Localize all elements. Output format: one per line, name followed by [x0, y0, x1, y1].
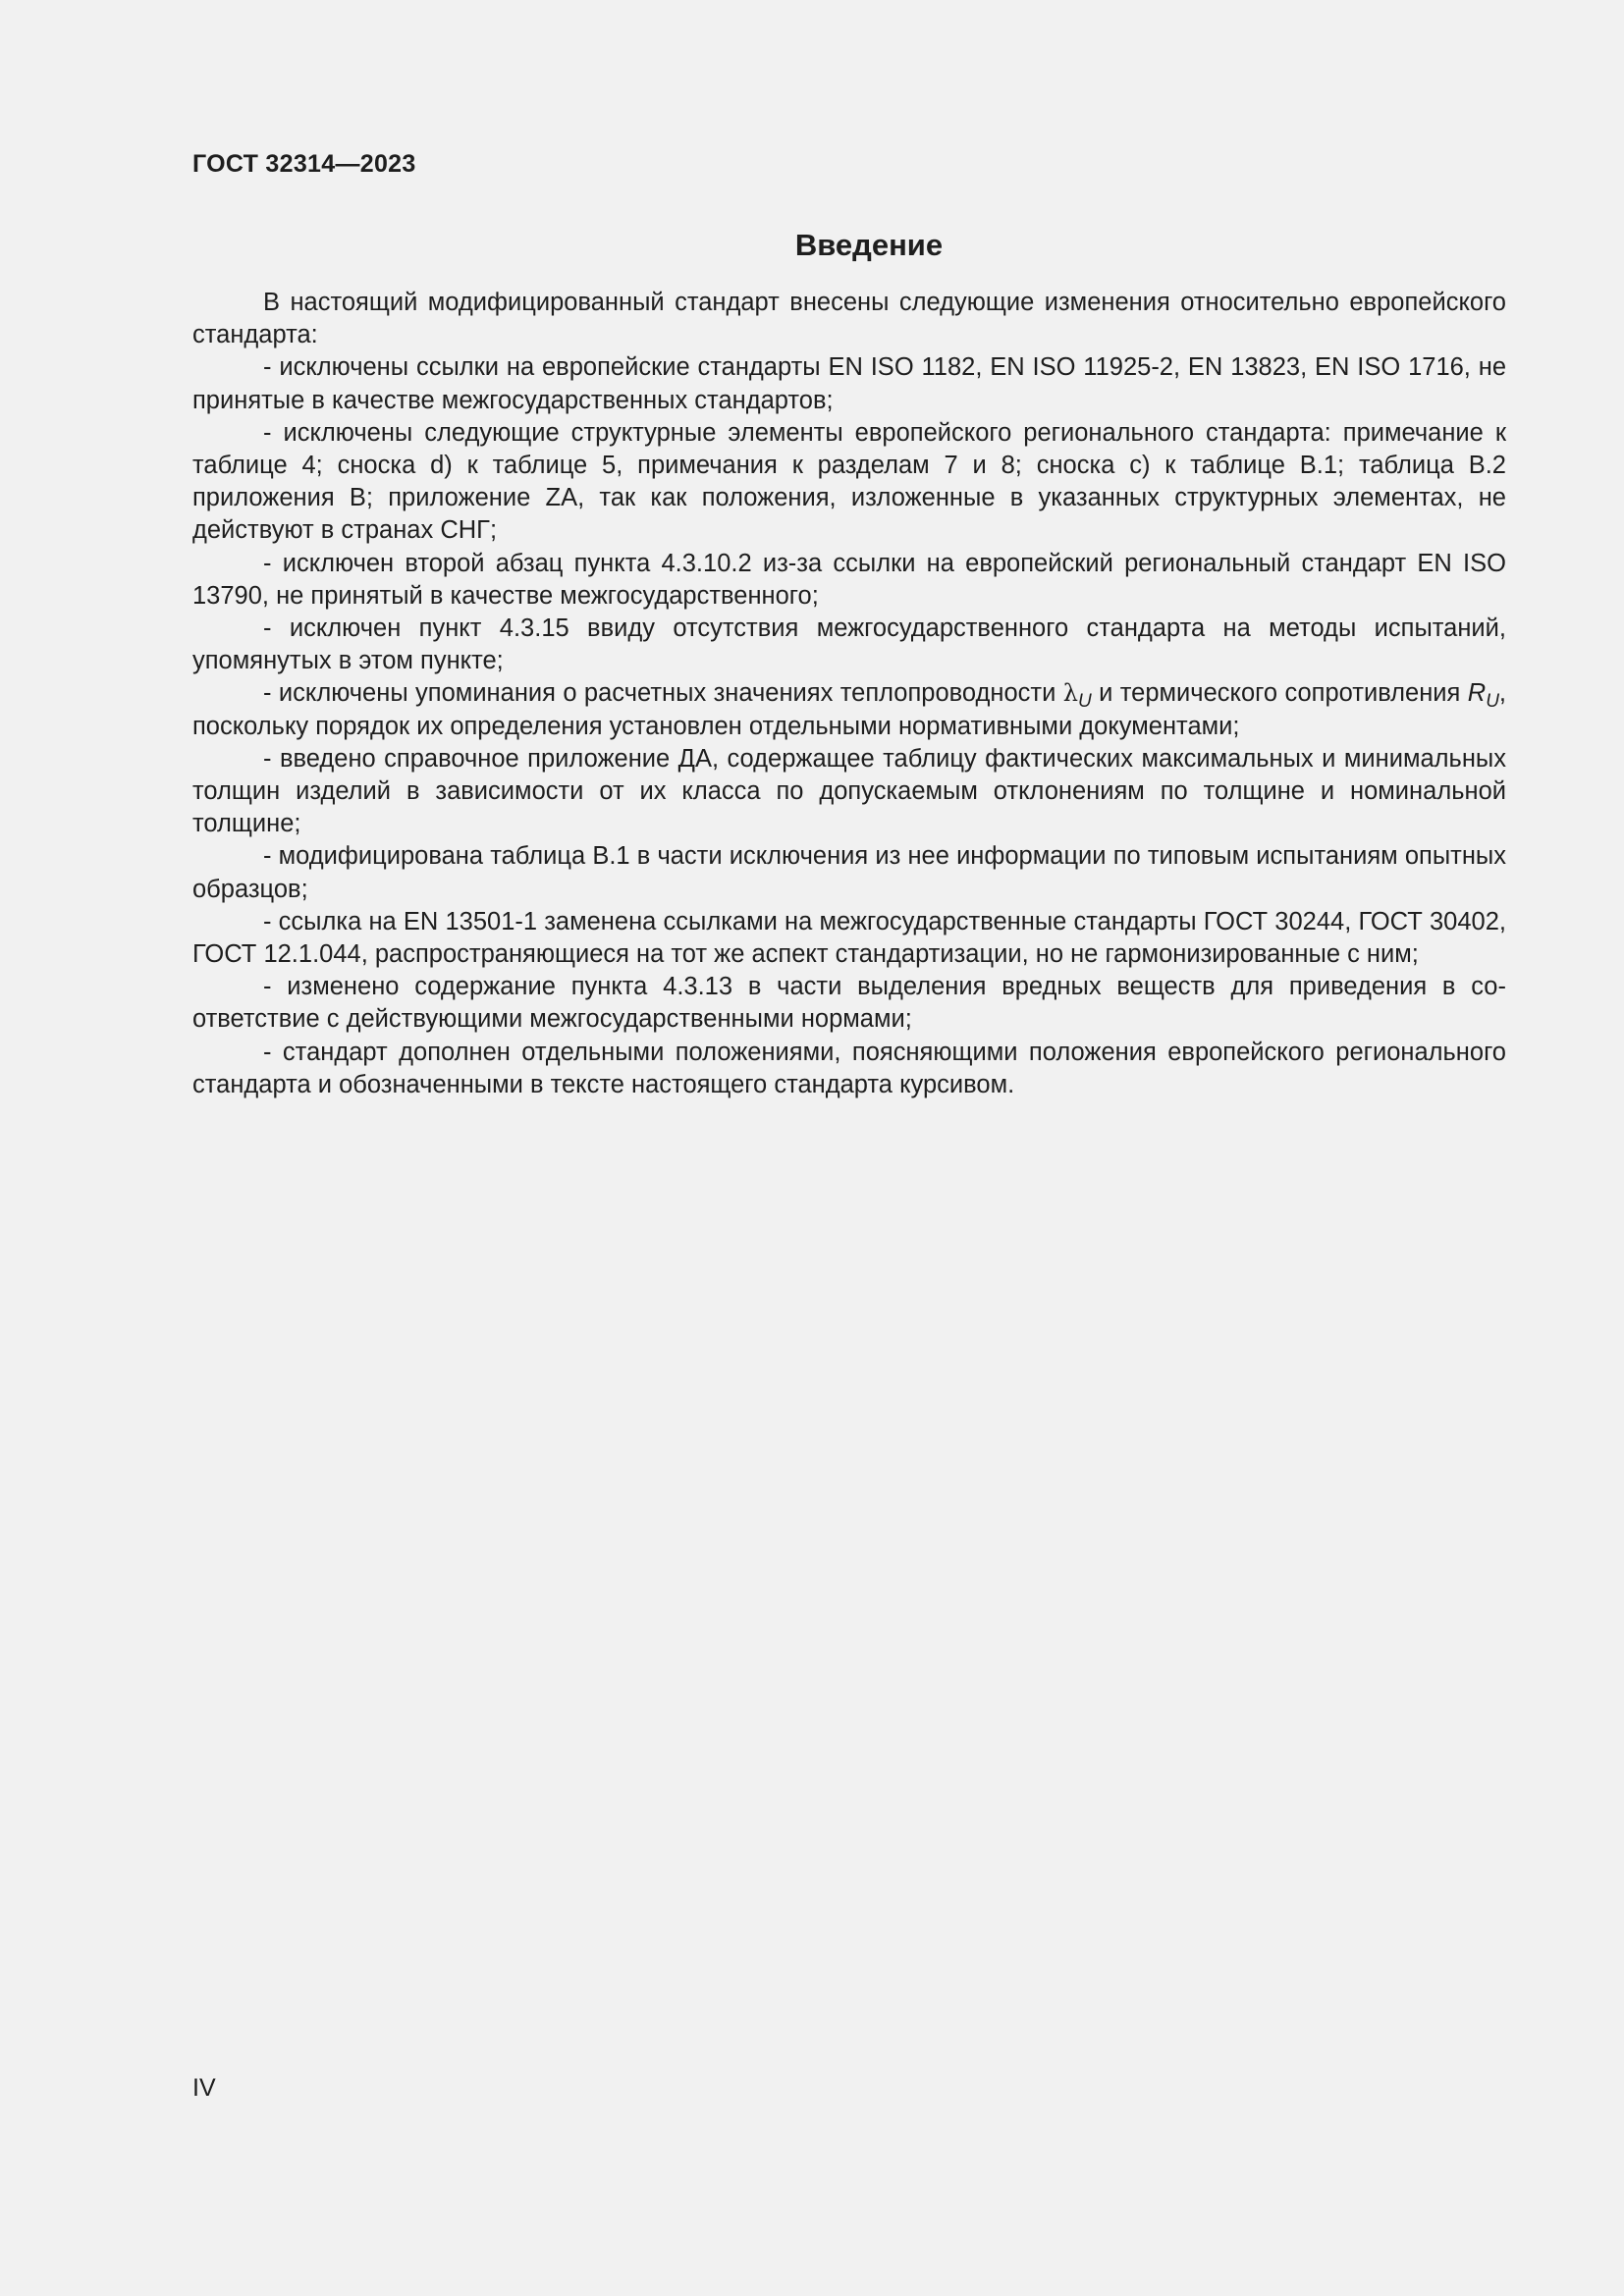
lambda-subscript: U	[1077, 691, 1092, 713]
list-item: - модифицирована таблица В.1 в части исключения из нее информации по типовым испытаниям опытных образцов;	[192, 842, 1506, 903]
list-item-text: , поскольку порядок их определения установлен отдельными нормативными документами;	[192, 679, 1507, 740]
list-item: - изменено содержание пункта 4.3.13 в части выделения вредных веществ для приведения в соответствие с действующими межгосударственными нормами;	[192, 973, 1506, 1034]
r-subscript: U	[1486, 691, 1499, 713]
list-item-text: и термического сопротивления	[1091, 679, 1468, 708]
list-item: - ссылка на EN 13501-1 заменена ссылками на межгосударственные стандарты ГОСТ 30244, ГОСТ 30402, ГОСТ 12.1.044, распространяющиеся на тот же аспект стандартизации, но не гармонизированные с ним;	[192, 907, 1506, 969]
list-item: - исключены ссылки на европейские стандарты EN ISO 1182, EN ISO 11925-2, EN 13823, EN ISO 1716, не принятые в качестве межгосударственных стандартов;	[192, 353, 1506, 414]
list-item: - исключены следующие структурные элементы европейского регионального стандарта: примечание к таблице 4; сноска d) к таблице 5, примечания к разделам 7 и 8; сноска с) к таблице В.1; таблица В.2 приложения В; приложение ZA, так как положения, изложенные в указанных структурных элементах, не действуют в странах СНГ;	[192, 418, 1506, 545]
list-item-text: - исключены упоминания о расчетных значениях теплопроводности	[263, 679, 1063, 708]
list-item: - исключен второй абзац пункта 4.3.10.2 из-за ссылки на европейский региональный стандарт EN ISO 13790, не принятый в качестве межгосударственного;	[192, 549, 1506, 610]
section-title: Введение	[794, 228, 944, 262]
list-item: - исключен пункт 4.3.15 ввиду отсутствия межгосударственного стандарта на методы испытаний, упомянутых в этом пункте;	[192, 614, 1506, 675]
list-item: - введено справочное приложение ДА, содержащее таблицу фактических максимальных и минимальных толщин изделий в зависимости от их класса по допускаемым отклонениям по толщине и номинальной толщине;	[192, 744, 1506, 838]
page-number: IV	[192, 2074, 216, 2102]
list-item: - стандарт дополнен отдельными положениями, поясняющими положения европейского регионального стандарта и обозначенными в тексте настоящего стандарта курсивом.	[192, 1038, 1506, 1098]
body-text	[192, 287, 1506, 1101]
paragraph-intro: В настоящий модифицированный стандарт внесены следующие изменения относительно европейского стандарта:	[192, 289, 1506, 349]
r-symbol: R	[1467, 679, 1487, 708]
document-code-header: ГОСТ 32314—2023	[192, 150, 416, 178]
lambda-symbol: λ	[1062, 679, 1078, 708]
list-item	[192, 677, 1506, 742]
